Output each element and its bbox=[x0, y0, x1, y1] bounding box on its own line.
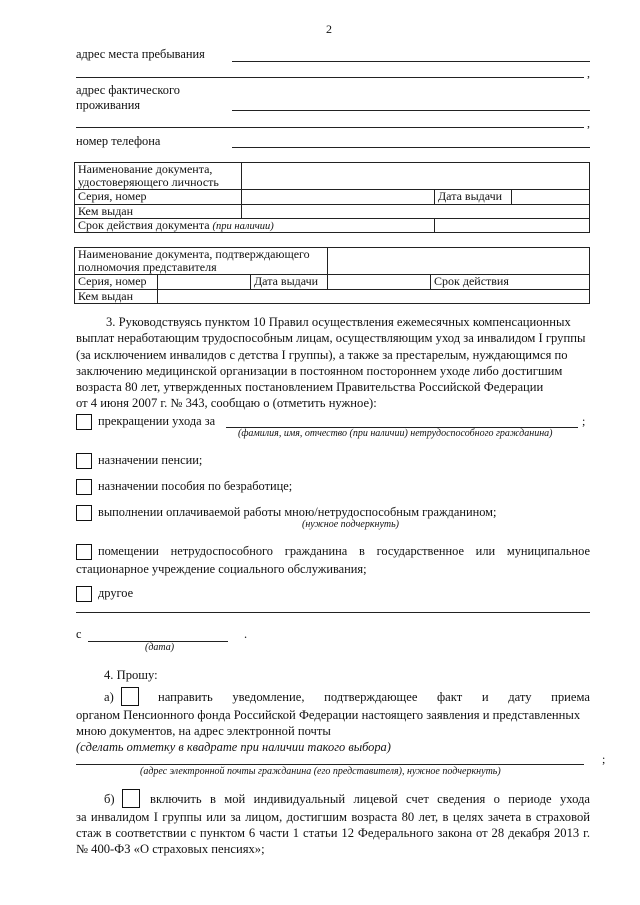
option-a-line2: органом Пенсионного фонда Российской Федерации настоящего заявления и представленных bbox=[76, 708, 581, 722]
rep-doc-validity-label: Срок действия bbox=[434, 274, 509, 289]
stay-address-field[interactable] bbox=[232, 61, 590, 62]
rep-doc-issued-by-field[interactable] bbox=[158, 289, 590, 303]
pension-label: назначении пенсии; bbox=[98, 453, 203, 467]
paid-work-caption: (нужное подчеркнуть) bbox=[302, 519, 399, 530]
other-label: другое bbox=[98, 586, 134, 600]
actual-address-field-2[interactable] bbox=[76, 127, 584, 128]
section3-line: заключению медицинской организации в постоянном постороннем уходе либо достигшим bbox=[76, 363, 563, 378]
section3-line: возраста 80 лет, утвержденных постановлением Правительства Российской Федерации bbox=[76, 380, 544, 395]
paid-work-label: выполнении оплачиваемой работы мною/нетрудоспособным гражданином; bbox=[98, 505, 497, 519]
since-dot: . bbox=[244, 627, 248, 641]
option-b-line4: № 400-ФЗ «О страховых пенсиях»; bbox=[76, 842, 265, 856]
page-number: 2 bbox=[326, 22, 332, 36]
id-doc-series-label: Серия, номер bbox=[75, 190, 242, 204]
rep-doc-date-label: Дата выдачи bbox=[251, 275, 328, 289]
option-a-line3: мною документов, на адрес электронной почты bbox=[76, 724, 331, 738]
date-caption: (дата) bbox=[145, 642, 175, 653]
phone-label: номер телефона bbox=[76, 134, 161, 148]
option-a-letter: а) bbox=[104, 690, 114, 704]
actual-address-label-2: проживания bbox=[76, 98, 141, 112]
id-doc-validity-field[interactable] bbox=[435, 218, 590, 233]
placement-label-1: помещении нетрудоспособного гражданина в государственное или муниципальное bbox=[98, 544, 590, 558]
paid-work-checkbox[interactable] bbox=[76, 505, 92, 521]
actual-address-label-1: адрес фактического bbox=[76, 83, 180, 97]
include-care-period-checkbox[interactable] bbox=[122, 789, 140, 808]
stay-address-field-2[interactable] bbox=[76, 77, 584, 78]
id-doc-issued-by-field[interactable] bbox=[242, 204, 590, 218]
stay-address-label: адрес места пребывания bbox=[76, 47, 205, 61]
email-caption: (адрес электронной почты гражданина (его представителя), нужное подчеркнуть) bbox=[140, 766, 501, 777]
option-b-line3: стаж в соответствии с пунктом 6 части 1 статьи 12 Федерального закона от 28 декабря 2013 г. bbox=[76, 826, 590, 840]
other-checkbox[interactable] bbox=[76, 586, 92, 602]
section4-title: 4. Прошу: bbox=[104, 668, 158, 682]
id-doc-validity-label: Срок действия документа (при наличии) bbox=[75, 218, 435, 233]
other-field[interactable] bbox=[76, 612, 590, 613]
rep-doc-validity-cell[interactable] bbox=[431, 275, 590, 289]
comma: , bbox=[587, 66, 590, 80]
section3-line: от 4 июня 2007 г. № 343, сообщаю о (отметить нужное): bbox=[76, 396, 377, 411]
section3-line: выплат неработающим трудоспособным лицам, осуществляющим уход за инвалидом I группы bbox=[76, 331, 586, 346]
representative-document-table bbox=[74, 247, 590, 304]
unemployment-label: назначении пособия по безработице; bbox=[98, 479, 293, 493]
stop-care-caption: (фамилия, имя, отчество (при наличии) нетрудоспособного гражданина) bbox=[238, 428, 553, 439]
id-doc-issued-by-label: Кем выдан bbox=[75, 204, 242, 218]
id-doc-date-label: Дата выдачи bbox=[435, 190, 512, 204]
rep-doc-series-label: Серия, номер bbox=[75, 275, 158, 289]
unemployment-checkbox[interactable] bbox=[76, 479, 92, 495]
actual-address-field[interactable] bbox=[232, 110, 590, 111]
section3-paragraph bbox=[76, 314, 590, 412]
option-b-line2: за инвалидом I группы или за лицом, достигшим возраста 80 лет, в целях зачета в страховой bbox=[76, 810, 590, 824]
comma: , bbox=[587, 116, 590, 130]
section3-line: (за исключением инвалидов с детства I группы), а также за престарелым, нуждающимся по bbox=[76, 347, 568, 362]
option-b-line1: включить в мой индивидуальный лицевой счет сведения о периоде ухода bbox=[150, 792, 590, 806]
id-doc-series-field[interactable] bbox=[242, 190, 435, 204]
semicolon: ; bbox=[582, 414, 586, 428]
stop-care-label: прекращении ухода за bbox=[98, 414, 216, 428]
since-label: с bbox=[76, 627, 82, 641]
placement-checkbox[interactable] bbox=[76, 544, 92, 560]
email-field[interactable] bbox=[76, 764, 584, 765]
id-doc-name-label: Наименование документа, удостоверяющего личность bbox=[75, 163, 242, 190]
semicolon: ; bbox=[602, 752, 606, 766]
option-b-letter: б) bbox=[104, 792, 115, 806]
identity-document-table bbox=[74, 162, 590, 233]
option-a-line1: направить уведомление, подтверждающее факт и дату приема bbox=[158, 690, 590, 704]
stop-care-checkbox[interactable] bbox=[76, 414, 92, 430]
placement-label-2: стационарное учреждение социального обслуживания; bbox=[76, 562, 367, 576]
rep-doc-series-field[interactable] bbox=[158, 275, 251, 289]
rep-doc-name-label: Наименование документа, подтверждающего полномочия представителя bbox=[75, 248, 328, 275]
rep-doc-name-field[interactable] bbox=[328, 248, 590, 275]
section3-line: 3. Руководствуясь пунктом 10 Правил осуществления ежемесячных компенсационных bbox=[106, 315, 571, 329]
notify-email-checkbox[interactable] bbox=[121, 687, 139, 706]
id-doc-date-field[interactable] bbox=[512, 190, 590, 204]
pension-checkbox[interactable] bbox=[76, 453, 92, 469]
rep-doc-date-field[interactable] bbox=[328, 275, 431, 289]
id-doc-name-field[interactable] bbox=[242, 163, 590, 190]
rep-doc-issued-by-label: Кем выдан bbox=[75, 289, 158, 303]
option-a-note: (сделать отметку в квадрате при наличии такого выбора) bbox=[76, 740, 391, 754]
phone-field[interactable] bbox=[232, 147, 590, 148]
